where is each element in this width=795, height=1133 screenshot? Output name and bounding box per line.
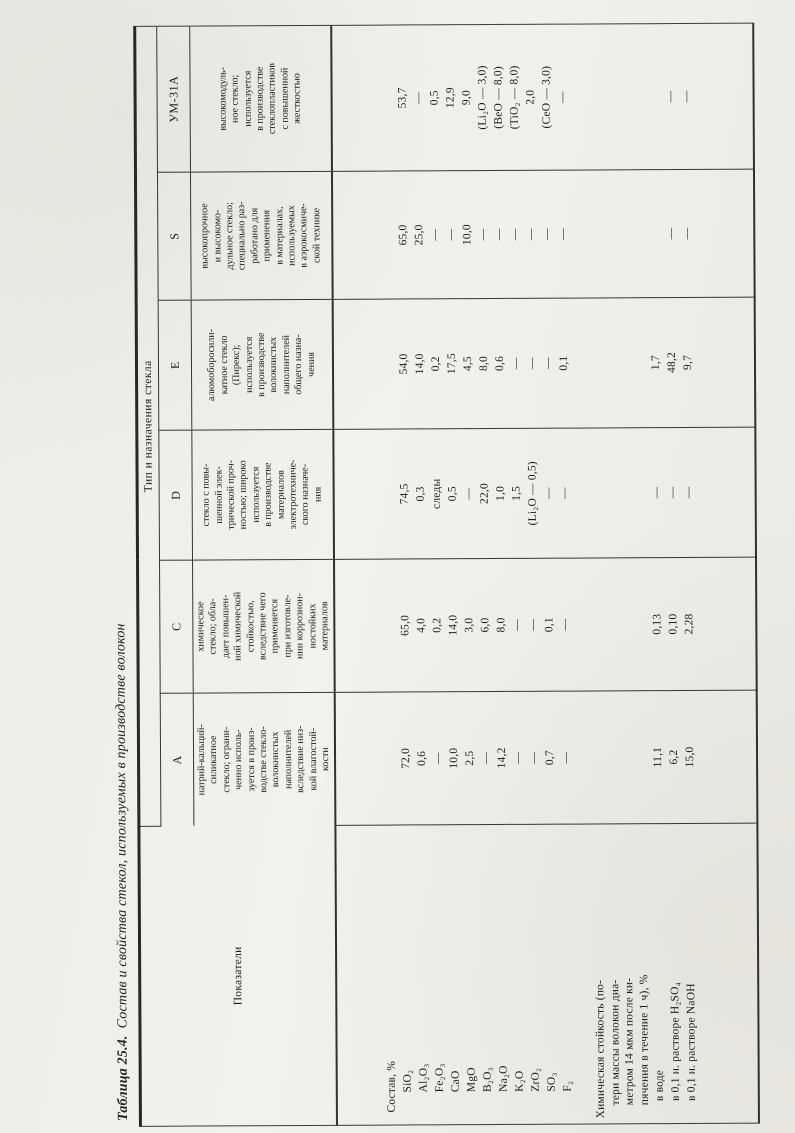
cell [572,298,649,428]
cell: 2,28 [681,557,757,690]
glass-composition-table [133,23,760,1127]
cell [574,691,651,824]
row-header-pokazateli: Показатели [139,825,338,1126]
cell: — [443,171,460,299]
cell: — [679,169,755,297]
cell: (TiO₂ — 8,0) [507,24,524,170]
cell: 14,0 [445,559,462,692]
cell: 14,2 [494,691,511,824]
table-row [332,25,401,1125]
col-header-a: A [160,693,194,826]
row-label: SiO₂ [402,1069,415,1093]
cell: — [681,427,757,557]
cell: — [540,298,557,428]
row-label: в 0,1 н. растворе H₂SO₄ [669,982,683,1102]
cell: 0,13 [649,558,666,691]
cell: — [541,428,558,558]
cell: 10,0 [459,171,476,299]
cell: — [475,171,492,299]
table-row [679,23,760,1123]
cell: — [411,25,428,171]
row-label: SO₃ [546,1072,559,1092]
col-desc-um31a: высокомодуль- ное стекло; используется в производстве стеклопластиков с повышенной жесткостью [190,25,333,172]
cell [332,171,396,299]
cell: — [665,428,682,558]
cell [647,24,664,170]
cell: 9,0 [459,25,476,171]
cell: — [558,691,575,824]
cell: — [649,428,666,558]
cell: 25,0 [411,171,428,299]
cell: 8,0 [476,298,493,428]
row-label: MgO [466,1067,479,1093]
cell: 2,0 [523,24,540,170]
cell: 8,0 [493,558,510,691]
cell: 1,7 [648,298,665,428]
cell: — [525,558,542,691]
cell: — [557,428,574,558]
col-header-d: D [159,430,193,560]
cell: 0,2 [428,299,445,429]
cell: (BeO — 8,0) [491,24,508,170]
cell: — [557,558,574,691]
row-label: Состав, % [386,1060,399,1113]
cell [335,692,399,825]
col-header-c: C [160,560,194,693]
cell [334,559,398,692]
cell: — [478,691,495,824]
cell: — [663,170,680,298]
cell: 54,0 [396,299,413,429]
col-desc-d: стекло с повы- шенной элек- трической проч- ностью; широко используется в производстве материалов электротехниче- ского назначе- ния [192,429,335,560]
cell: 14,0 [412,299,429,429]
cell: 2,5 [462,692,479,825]
cell [573,428,650,558]
row-label: K₂O [514,1070,527,1092]
cell [571,24,648,170]
cell: 15,0 [682,690,758,823]
cell: — [510,691,527,824]
cell [332,25,396,171]
row-label: в воде [654,1069,667,1102]
cell: — [555,24,572,170]
cell: 6,2 [666,691,683,824]
cell: — [427,171,444,299]
cell: 4,5 [460,299,477,429]
cell: — [509,558,526,691]
row-label: ZrO₂ [530,1067,543,1092]
cell: 0,10 [665,558,682,691]
table-caption [110,27,132,1121]
col-desc-a: натрий-кальций- силикатное стекло; ограни- ченно исполь- зуется в произ- водстве стекло- волокнистых наполнителей вследствие низ- кой влагостой- кости [193,692,336,826]
cell: — [430,692,447,825]
col-desc-s: высокопрочное и высокомо- дульное стекло; специально раз- работано для применения в материалах, используемых в аэрокосмиче- ской технике [190,171,333,300]
row-label: B₂O₃ [482,1067,495,1093]
group-header-type: Тип и назначения стекла [135,26,161,826]
row-label: в 0,1 н. растворе NaOH [685,983,699,1101]
table-row [571,24,653,1124]
cell: — [507,170,524,298]
cell: (Li₂O — 0,5) [525,428,542,558]
cell: 9,7 [680,297,756,427]
cell: — [679,23,755,169]
cell: 17,5 [444,299,461,429]
cell: 0,5 [445,429,462,559]
cell: — [663,23,680,169]
cell: (Li₂O — 3,0) [475,24,492,170]
cell: — [555,170,572,298]
cell: 0,7 [542,691,559,824]
cell: — [524,298,541,428]
cell: (CeO — 3,0) [539,24,556,170]
cell: 4,0 [413,559,430,692]
cell [334,429,398,559]
row-label: F₂ [562,1080,575,1092]
row-label: Химическая стойкость (по- тери массы волокон диа- метром 14 мкм после ки- пячения в течение 1 ч), % [594,974,651,1119]
cell: 53,7 [395,25,412,171]
cell: — [539,170,556,298]
cell [647,170,664,298]
cell: 0,1 [541,558,558,691]
cell [571,170,648,298]
col-header-um31a: УМ-31А [157,26,191,172]
col-desc-e: алюмоборосили- катное стекло (Пирекс); используется в производстве волокнистых наполнителей общего назна- чения [191,299,334,430]
cell: 0,6 [414,692,431,825]
cell: — [523,170,540,298]
cell: 1,5 [509,428,526,558]
table-caption-text: Состав и свойства стекол, используемых в производстве волокон [113,623,131,1029]
row-label: Fe₂O₃ [434,1063,447,1093]
cell: 65,0 [397,559,414,692]
cell: 0,6 [492,298,509,428]
cell: 0,2 [429,559,446,692]
row-label: Al₂O₃ [418,1063,431,1093]
cell: 1,0 [493,428,510,558]
cell: следы [429,429,446,559]
cell: 74,5 [397,429,414,559]
cell: — [461,429,478,559]
cell: 72,0 [398,692,415,825]
cell: 0,3 [413,429,430,559]
row-label: CaO [450,1070,463,1093]
col-desc-c: химическое стекло; обла- дает повышен- ной химической стойкостью, вследствие чего применяется при изготовле- нии коррозион- ностойких материалов [193,559,336,693]
cell: 0,5 [427,25,444,171]
table-caption-number: Таблица 25.4. [115,1035,131,1121]
cell: 10,0 [446,692,463,825]
cell: 0,1 [556,298,573,428]
cell: 3,0 [461,559,478,692]
cell: 65,0 [395,171,412,299]
cell: — [491,170,508,298]
cell: 48,2 [664,298,681,428]
col-header-s: S [157,172,191,300]
cell: — [508,298,525,428]
cell: 22,0 [477,428,494,558]
cell [573,558,650,691]
cell: 12,9 [443,25,460,171]
row-label: Na₂O [498,1065,511,1092]
rotated-table-scan [106,24,766,1131]
cell: — [526,691,543,824]
cell: 6,0 [477,558,494,691]
col-header-e: E [158,300,192,430]
cell: 11,1 [650,691,667,824]
cell [333,299,397,429]
